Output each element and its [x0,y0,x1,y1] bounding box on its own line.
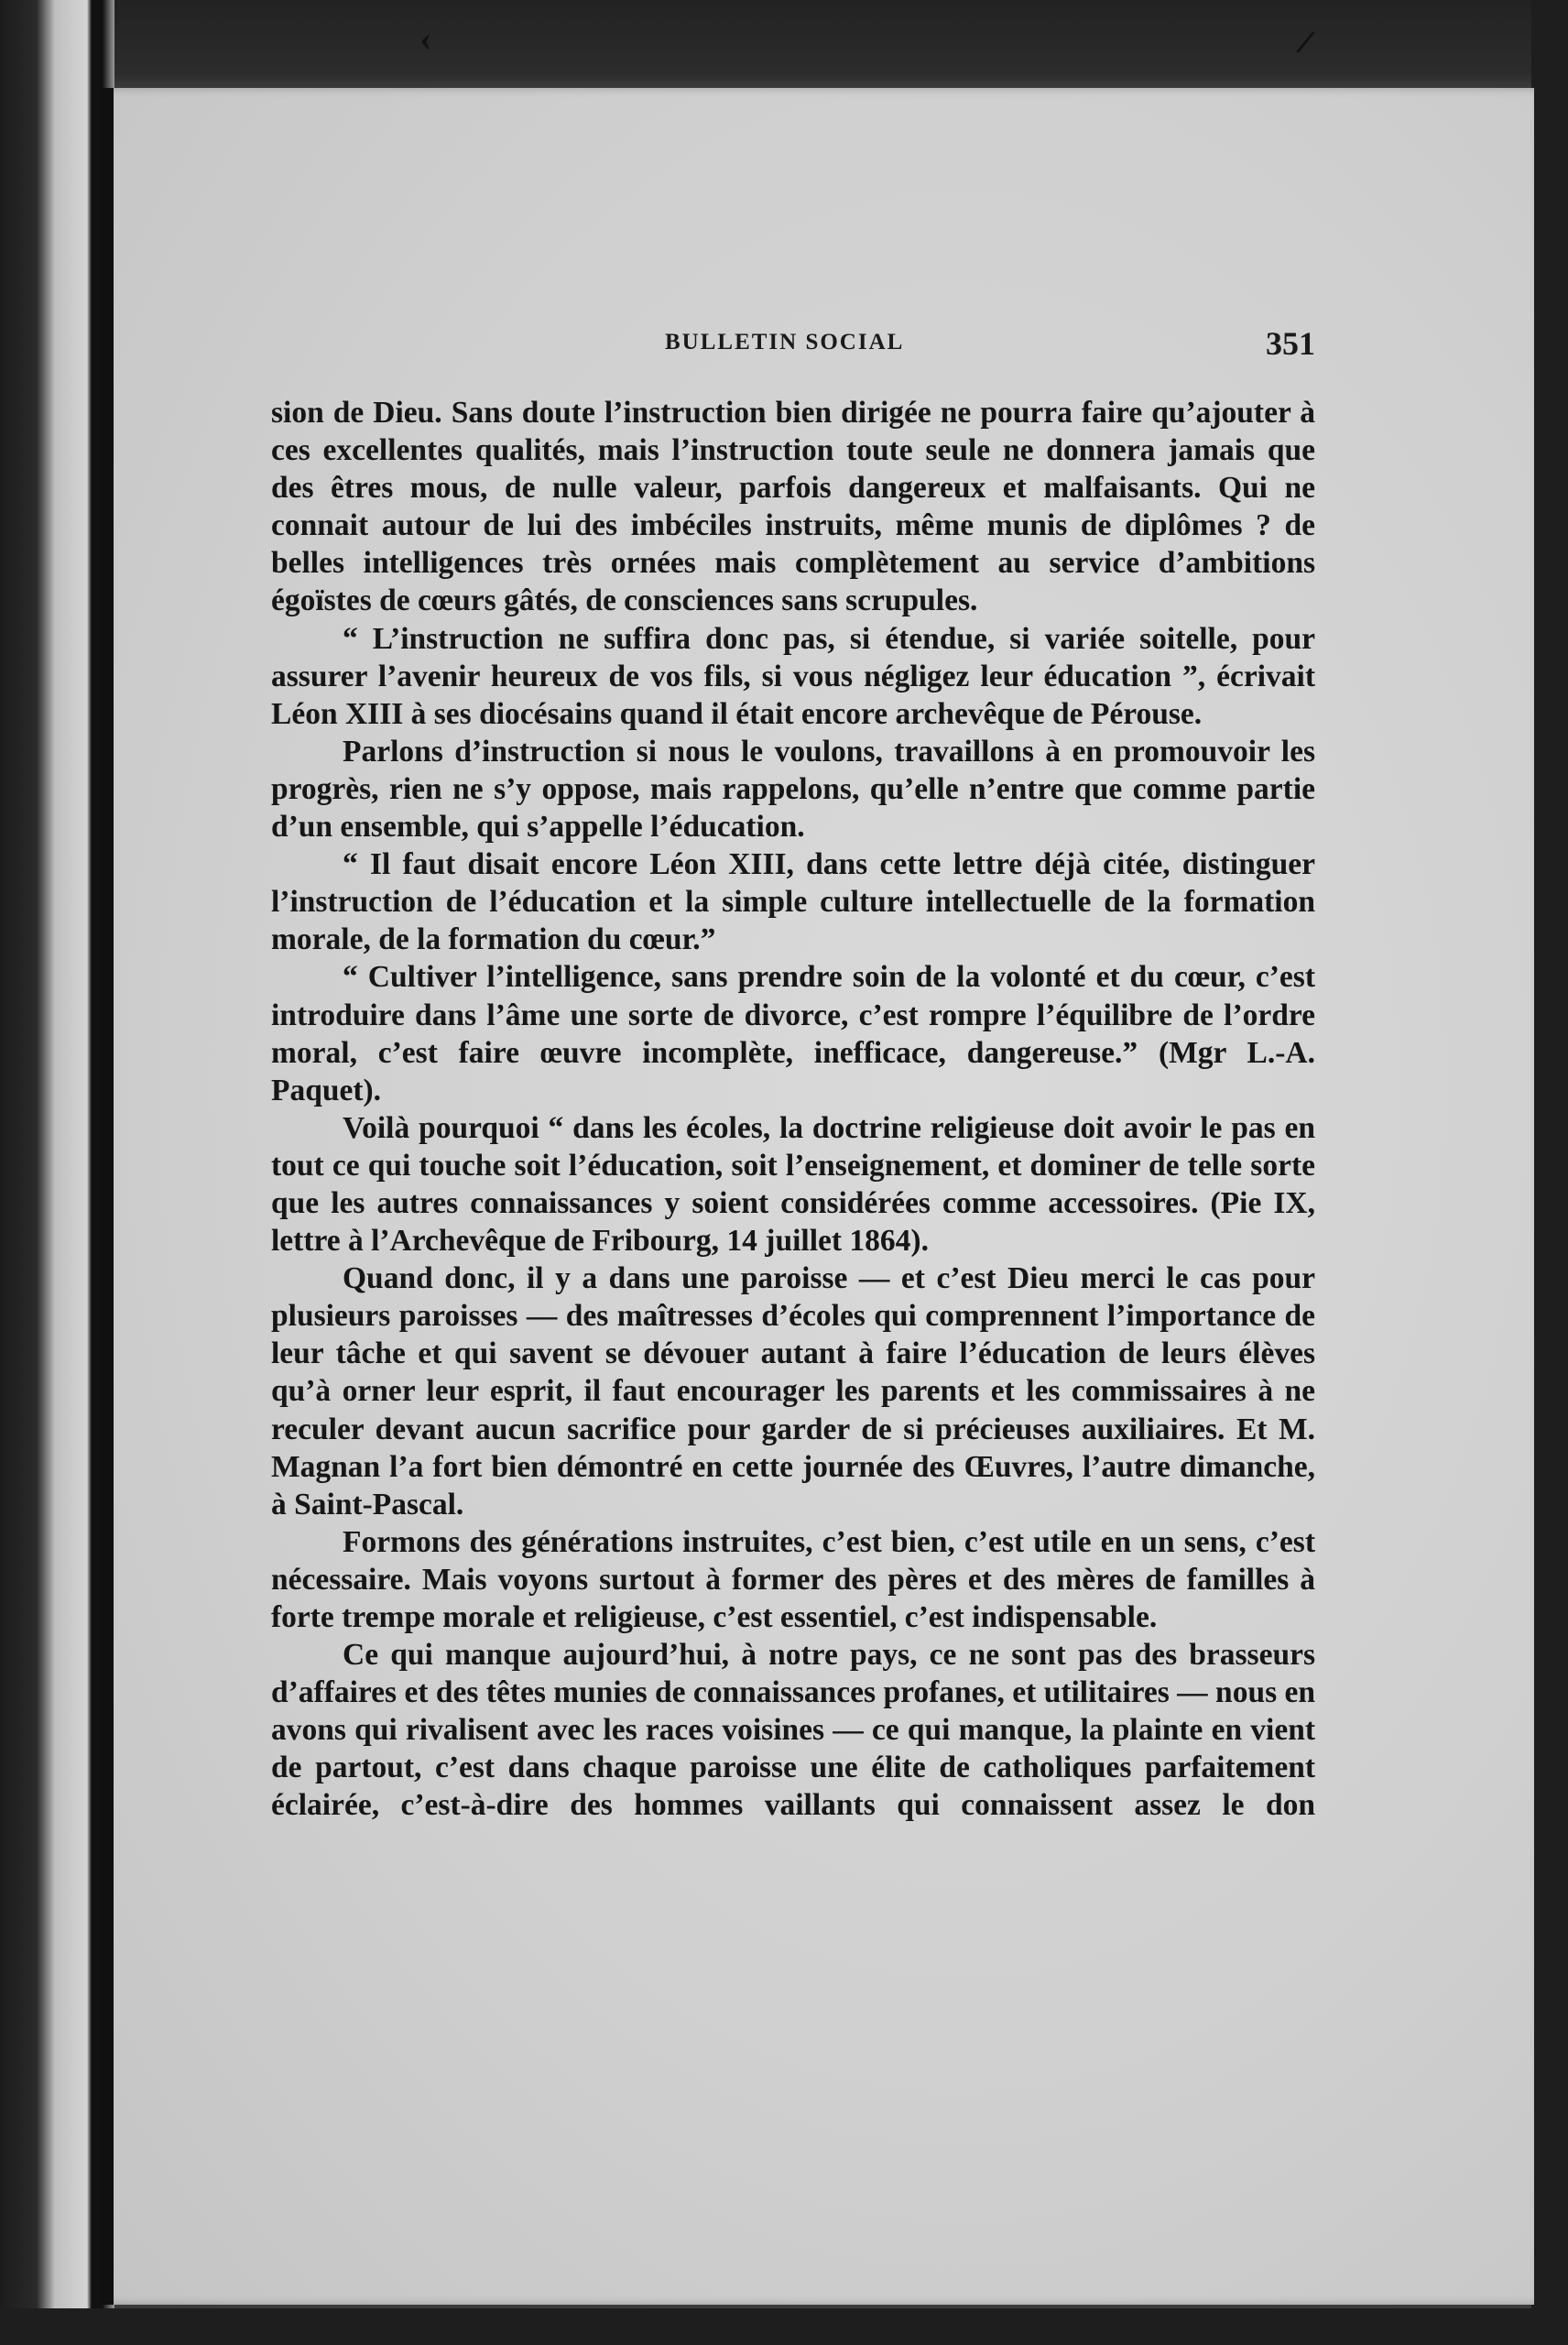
paragraph: Voilà pourquoi “ dans les écoles, la doctrine religieuse doit avoir le pas en tout ce qui touche soit l’éducation, soit l’enseignement, et dominer de telle sorte que les autres connaissances y soient considérées comme accessoires. (Pie IX, lettre à l’Archevêque de Fribourg, 14 juillet 1864). [271,1110,1315,1259]
running-title: BULLETIN SOCIAL [665,330,905,354]
body-text [271,394,1315,1825]
paragraph: “ Il faut disait encore Léon XIII, dans cette lettre déjà citée, distinguer l’instruction de l’éducation et la simple culture intellectuelle de la formation morale, de la formation du cœur.” [271,847,1315,957]
paragraph: Parlons d’instruction si nous le voulons, travaillons à en promouvoir les progrès, rien ne s’y oppose, mais rappelons, qu’elle n’entre que comme partie d’un ensemble, qui s’appelle l’éducation. [271,734,1315,845]
page-binding-edge [101,88,114,2305]
paragraph: Formons des générations instruites, c’est bien, c’est utile en un sens, c’est nécessaire. Mais voyons surtout à former des pères et des mères de familles à forte trempe morale et religieuse, c’est essentiel, c’est indispensable. [271,1524,1315,1634]
scan-mark: ‹ [419,17,432,59]
paragraph: sion de Dieu. Sans doute l’instruction bien dirigée ne pourra faire qu’ajouter à ces excellentes qualités, mais l’instruction toute seule ne donnera jamais que des êtres mous, de nulle valeur, parfois dangereux et malfaisants. Qui ne connait autour de lui des imbéciles instruits, même munis de diplômes ? de belles intelligences très ornées mais complètement au service d’ambitions égoïstes de cœurs gâtés, de consciences sans scrupules. [271,396,1315,618]
film-bottom-border [0,2308,1568,2345]
paragraph: Ce qui manque aujourd’hui, à notre pays, ce ne sont pas des brasseurs d’affaires et des têtes munies de connaissances profanes, et utilitaires — nous en avons qui rivalisent avec les races voisines — ce qui manque, la plainte en vient de partout, c’est dans chaque paroisse une élite de catholiques parfaitement éclairée, c’est-à-dire des hommes vaillants qui connaissent assez le don [271,1638,1315,1823]
paragraph: “ L’instruction ne suffira donc pas, si étendue, si variée soitelle, pour assurer l’avenir heureux de vos fils, si vous négligez leur éducation ”, écrivait Léon XIII à ses diocésains quand il était encore archevêque de Pérouse. [271,621,1315,731]
running-head [271,326,1315,366]
film-right-border [1531,0,1568,2345]
page-number: 351 [1266,325,1315,362]
film-top-border [0,0,1568,87]
film-left-border [0,0,114,2345]
paragraph: Quand donc, il y a dans une paroisse — et c’est Dieu merci le cas pour plusieurs paroisses — des maîtresses d’écoles qui comprennent l’importance de leur tâche et qui savent se dévouer autant à faire l’éducation de leurs élèves qu’à orner leur esprit, il faut encourager les parents et les commissaires à ne reculer devant aucun sacrifice pour garder de si précieuses auxiliaires. Et M. Magnan l’a fort bien démontré en cette journée des Œuvres, l’autre dimanche, à Saint-Pascal. [271,1261,1315,1522]
paragraph: “ Cultiver l’intelligence, sans prendre soin de la volonté et du cœur, c’est introduire dans l’âme une sorte de divorce, c’est rompre l’équilibre de l’ordre moral, c’est faire œuvre incomplète, inefficace, dangereuse.” (Mgr L.-A. Paquet). [271,960,1315,1107]
scan-mark: / [1293,20,1318,63]
